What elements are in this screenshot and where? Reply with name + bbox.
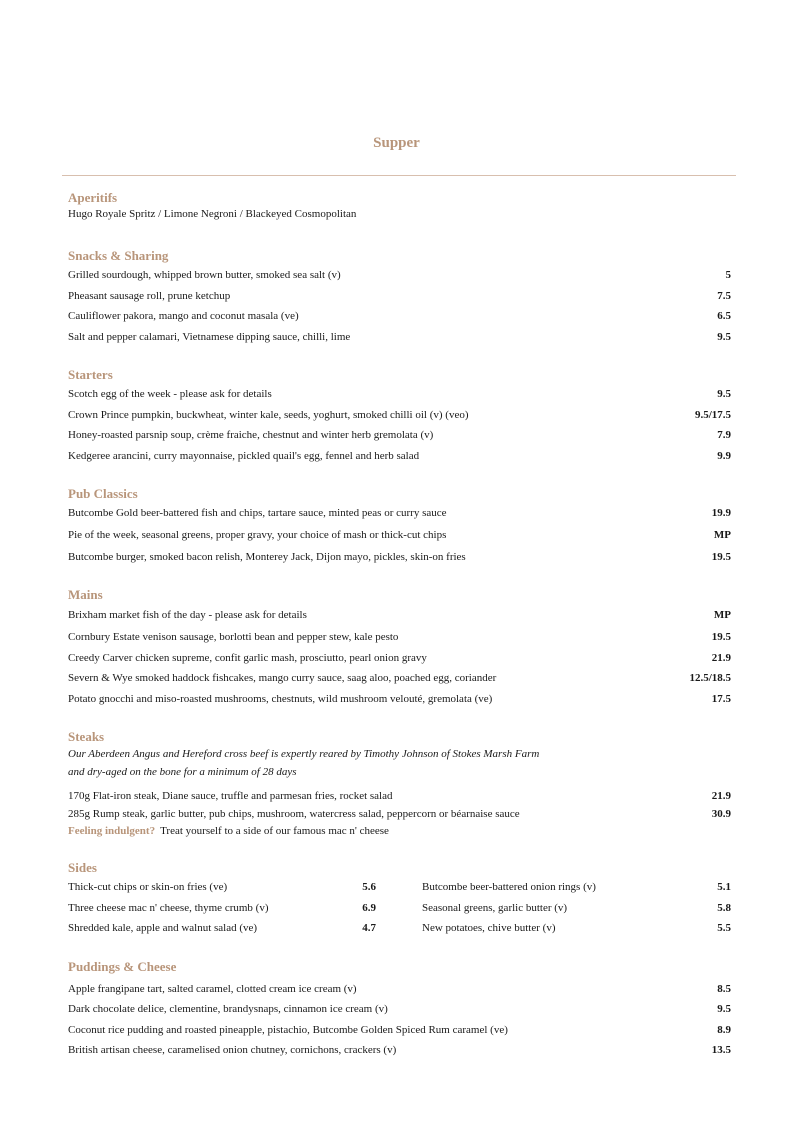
item-name: Cauliflower pakora, mango and coconut masala (ve) bbox=[68, 310, 299, 322]
menu-item bbox=[68, 450, 731, 462]
menu-item bbox=[68, 693, 731, 705]
item-price: 6.5 bbox=[717, 310, 731, 322]
item-price: 5.1 bbox=[717, 881, 731, 893]
item-price: 30.9 bbox=[711, 808, 731, 820]
item-price: 8.9 bbox=[717, 1024, 731, 1036]
item-price: 8.5 bbox=[717, 983, 731, 995]
menu-item bbox=[68, 1044, 731, 1056]
note-text: Treat yourself to a side of our famous mac n' cheese bbox=[160, 825, 389, 837]
section-heading-snacks: Snacks & Sharing bbox=[68, 248, 169, 263]
side-item bbox=[422, 902, 731, 914]
item-name: Scotch egg of the week - please ask for details bbox=[68, 388, 272, 400]
menu-item bbox=[68, 551, 731, 563]
menu-item bbox=[68, 652, 731, 664]
item-name: Potato gnocchi and miso-roasted mushrooms, chestnuts, wild mushroom velouté, gremolata (ve) bbox=[68, 693, 493, 705]
menu-item bbox=[68, 631, 731, 643]
item-price: 5.8 bbox=[717, 902, 731, 914]
section-heading-aperitifs: Aperitifs bbox=[68, 190, 118, 205]
item-price: 19.9 bbox=[711, 507, 731, 519]
item-price: 21.9 bbox=[711, 652, 731, 664]
side-item bbox=[68, 922, 376, 934]
item-price: MP bbox=[713, 529, 731, 541]
item-name: Butcombe burger, smoked bacon relish, Monterey Jack, Dijon mayo, pickles, skin-on fries bbox=[68, 551, 466, 563]
steaks-description: Our Aberdeen Angus and Hereford cross beef is expertly reared by Timothy Johnson of Stokes Marsh Farm bbox=[68, 748, 540, 760]
item-name: Crown Prince pumpkin, buckwheat, winter kale, seeds, yoghurt, smoked chilli oil (v) (veo) bbox=[68, 409, 469, 421]
item-name: Brixham market fish of the day - please ask for details bbox=[68, 609, 307, 621]
item-price: MP bbox=[713, 609, 731, 621]
item-name: Thick-cut chips or skin-on fries (ve) bbox=[68, 881, 228, 893]
item-price: 9.9 bbox=[717, 450, 731, 462]
section-heading-steaks: Steaks bbox=[68, 729, 105, 744]
menu-item bbox=[68, 1003, 731, 1015]
item-name: Three cheese mac n' cheese, thyme crumb (v) bbox=[68, 902, 269, 914]
item-price: 9.5/17.5 bbox=[694, 409, 731, 421]
section-heading-starters: Starters bbox=[68, 367, 113, 382]
item-name: Severn & Wye smoked haddock fishcakes, mango curry sauce, saag aloo, poached egg, coriander bbox=[68, 672, 497, 684]
item-name: Pie of the week, seasonal greens, proper gravy, your choice of mash or thick-cut chips bbox=[68, 529, 447, 541]
item-price: 4.7 bbox=[362, 922, 376, 934]
item-price: 5.6 bbox=[362, 881, 376, 893]
menu-item bbox=[68, 808, 731, 820]
item-price: 21.9 bbox=[711, 790, 731, 802]
menu-item bbox=[68, 409, 731, 421]
item-name: Kedgeree arancini, curry mayonnaise, pickled quail's egg, fennel and herb salad bbox=[68, 450, 420, 462]
item-name: Creedy Carver chicken supreme, confit garlic mash, prosciutto, pearl onion gravy bbox=[68, 652, 427, 664]
item-price: 12.5/18.5 bbox=[689, 672, 731, 684]
side-item bbox=[422, 922, 731, 934]
item-price: 7.9 bbox=[717, 429, 731, 441]
item-price: 9.5 bbox=[717, 1003, 731, 1015]
item-price: 17.5 bbox=[711, 693, 731, 705]
menu-item bbox=[68, 672, 731, 684]
note-label: Feeling indulgent? bbox=[68, 825, 156, 837]
steaks-description-continued: and dry-aged on the bone for a minimum of 28 days bbox=[68, 766, 297, 778]
item-price: 5.5 bbox=[717, 922, 731, 934]
title-divider bbox=[62, 175, 736, 176]
menu-item bbox=[68, 331, 731, 343]
side-item bbox=[68, 902, 376, 914]
item-name: Coconut rice pudding and roasted pineapple, pistachio, Butcombe Golden Spiced Rum caramel (ve) bbox=[68, 1024, 508, 1036]
aperitifs-text: Hugo Royale Spritz / Limone Negroni / Blackeyed Cosmopolitan bbox=[68, 208, 357, 220]
item-name: Seasonal greens, garlic butter (v) bbox=[422, 902, 568, 914]
menu-item bbox=[68, 429, 731, 441]
item-name: Honey-roasted parsnip soup, crème fraiche, chestnut and winter herb gremolata (v) bbox=[68, 429, 434, 441]
item-name: 285g Rump steak, garlic butter, pub chips, mushroom, watercress salad, peppercorn or béarnaise sauce bbox=[68, 808, 520, 820]
menu-item bbox=[68, 790, 731, 802]
section-heading-mains: Mains bbox=[68, 587, 103, 602]
menu-item bbox=[68, 290, 731, 302]
item-name: New potatoes, chive butter (v) bbox=[422, 922, 556, 934]
item-name: Grilled sourdough, whipped brown butter, smoked sea salt (v) bbox=[68, 269, 341, 281]
page-title: Supper bbox=[373, 135, 420, 151]
menu-item bbox=[68, 310, 731, 322]
menu-item bbox=[68, 609, 731, 621]
item-name: Butcombe Gold beer-battered fish and chips, tartare sauce, minted peas or curry sauce bbox=[68, 507, 447, 519]
item-name: 170g Flat-iron steak, Diane sauce, truffle and parmesan fries, rocket salad bbox=[68, 790, 393, 802]
section-heading-puddings: Puddings & Cheese bbox=[68, 959, 177, 974]
item-price: 9.5 bbox=[717, 388, 731, 400]
item-name: Apple frangipane tart, salted caramel, clotted cream ice cream (v) bbox=[68, 983, 357, 995]
item-price: 5 bbox=[725, 269, 731, 281]
item-price: 6.9 bbox=[362, 902, 376, 914]
item-price: 19.5 bbox=[711, 631, 731, 643]
item-price: 19.5 bbox=[711, 551, 731, 563]
side-item bbox=[68, 881, 376, 893]
item-name: Shredded kale, apple and walnut salad (ve) bbox=[68, 922, 258, 934]
item-name: Butcombe beer-battered onion rings (v) bbox=[422, 881, 596, 893]
item-price: 13.5 bbox=[711, 1044, 731, 1056]
item-price: 7.5 bbox=[717, 290, 731, 302]
menu-item bbox=[68, 507, 731, 519]
menu-item bbox=[68, 388, 731, 400]
item-price: 9.5 bbox=[717, 331, 731, 343]
section-heading-sides: Sides bbox=[68, 860, 97, 875]
item-name: Dark chocolate delice, clementine, brandysnaps, cinnamon ice cream (v) bbox=[68, 1003, 388, 1015]
menu-item bbox=[68, 529, 731, 541]
steaks-note bbox=[68, 825, 389, 837]
menu-item bbox=[68, 1024, 731, 1036]
section-heading-pub-classics: Pub Classics bbox=[68, 486, 138, 501]
item-name: Salt and pepper calamari, Vietnamese dipping sauce, chilli, lime bbox=[68, 331, 351, 343]
side-item bbox=[422, 881, 731, 893]
menu-item bbox=[68, 983, 731, 995]
menu-item bbox=[68, 269, 731, 281]
item-name: Pheasant sausage roll, prune ketchup bbox=[68, 290, 231, 302]
item-name: Cornbury Estate venison sausage, borlotti bean and pepper stew, kale pesto bbox=[68, 631, 399, 643]
item-name: British artisan cheese, caramelised onion chutney, cornichons, crackers (v) bbox=[68, 1044, 397, 1056]
